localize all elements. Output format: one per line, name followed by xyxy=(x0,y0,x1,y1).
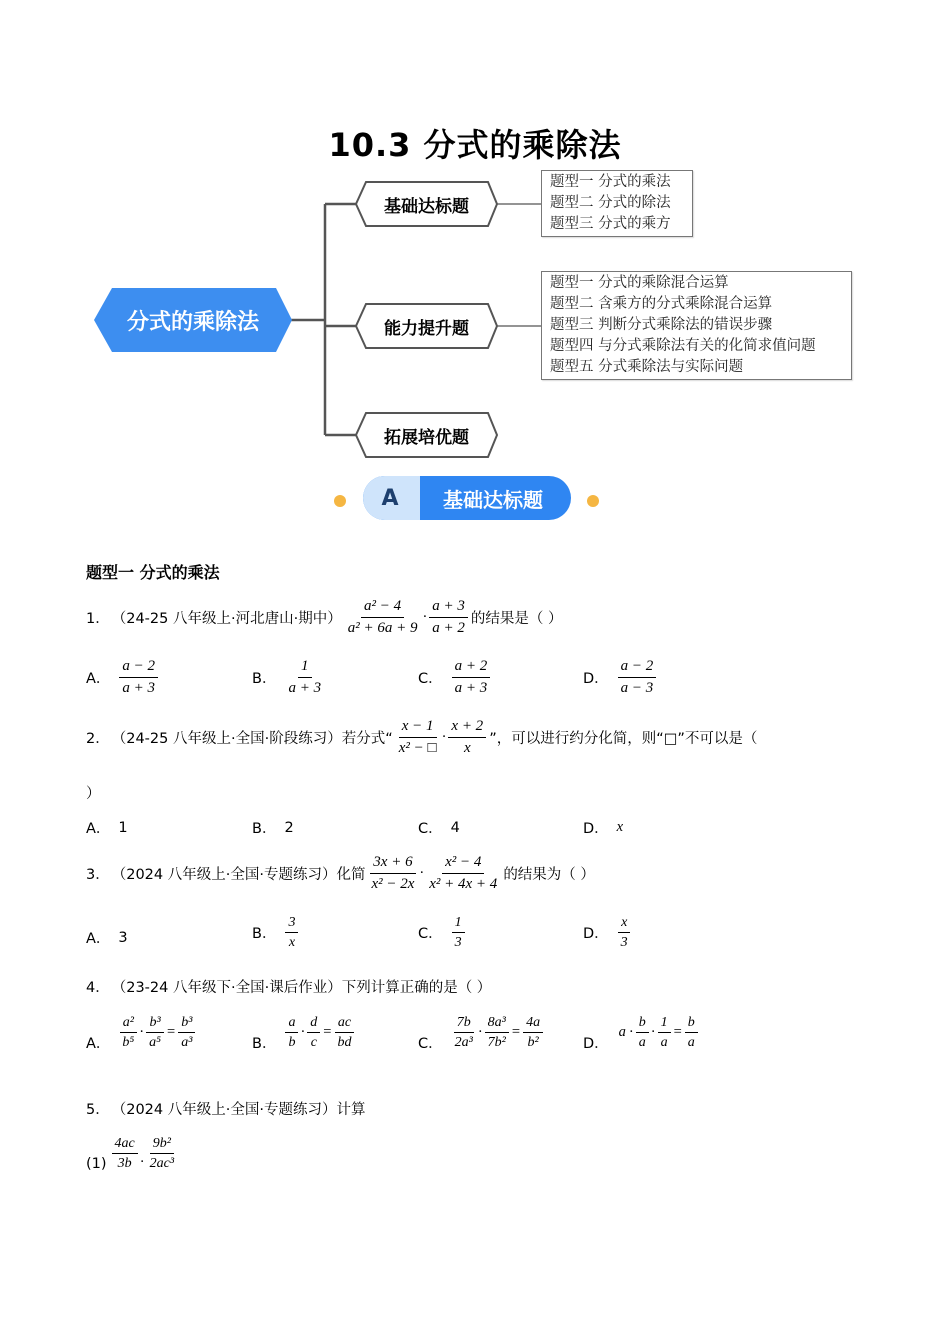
numerator: 8a³ xyxy=(485,1014,509,1033)
option-2c xyxy=(418,817,460,838)
option-label: D． xyxy=(583,926,609,942)
option-3c xyxy=(418,914,466,951)
denominator: a⁵ xyxy=(149,1035,162,1050)
option-label: D． xyxy=(583,1036,609,1052)
option-4b: B． $\frac{a}{b}$ · $\frac{d}{c}$ = $\frac{ac}{bd}$ xyxy=(252,1012,355,1053)
option-3b xyxy=(252,914,299,951)
question-number: 3． xyxy=(86,867,110,883)
denominator: a³ xyxy=(181,1035,193,1050)
branch-label-ability: 能力提升题 xyxy=(384,318,469,339)
denominator: c xyxy=(310,1035,317,1050)
numerator: d xyxy=(307,1014,320,1033)
option-label: C． xyxy=(418,1036,443,1052)
fraction xyxy=(485,1014,509,1051)
numerator: ac xyxy=(335,1014,354,1033)
part-label: (1) xyxy=(86,1156,107,1172)
numerator: 7b xyxy=(454,1014,474,1033)
option-label: C． xyxy=(418,671,443,687)
option-4d: D． a · $\frac{b}{a}$ · $\frac{1}{a}$ = $\frac{b}{a}$ xyxy=(583,1012,699,1053)
type-item: 题型四 与分式乘除法有关的化简求值问题 xyxy=(550,338,816,354)
option-4c: C． $\frac{7b}{\text{2a³}}$ · $\frac{\text{8a³}}{\text{7b²}}$ = $\frac{4a}{\text{b²}}$ xyxy=(418,1012,544,1053)
question-3: 3． （2024 八年级上·全国·专题练习）化简 $\frac{3x + 6}{\text{x² − 2x}}$ · $\frac{\text{x² − 4}}{\text{x² + 4x + 4}}$ 的结果为（ ） xyxy=(86,854,595,892)
fraction xyxy=(618,914,631,951)
type-item: 题型三 判断分式乘除法的错误步骤 xyxy=(550,317,773,333)
denominator: b xyxy=(288,1035,296,1050)
section-title: 题型一 分式的乘法 xyxy=(86,563,220,582)
fraction xyxy=(285,914,298,951)
question-2: 2． （24-25 八年级上·全国·阶段练习）若分式“ $\frac{x - 1}{\text{x² − □}}$ · $\frac{x + 2}{x}$ ”，可以进行约分化简，则“□”不可以是（ xyxy=(86,718,758,756)
denominator: a xyxy=(638,1035,646,1050)
option-label: D． xyxy=(583,671,609,687)
numerator: 9b² xyxy=(150,1135,174,1154)
numerator: 1 xyxy=(658,1014,671,1033)
fraction xyxy=(618,657,657,698)
question-tail: 的结果为（ ） xyxy=(503,867,595,883)
fraction xyxy=(448,717,486,758)
question-1: 1． （24-25 八年级上·河北唐山·期中） $\frac{\text{a² − 4}}{\text{a² + 6a + 9}}$ · $\frac{a + 3}{a + 2}$ 的结果是（ ） xyxy=(86,598,563,636)
numerator: 4a xyxy=(523,1014,543,1033)
option-3a xyxy=(86,927,128,948)
numerator: 1 xyxy=(298,657,312,678)
basic-types-box xyxy=(541,170,693,237)
numerator: b xyxy=(636,1014,649,1033)
fraction xyxy=(112,1135,138,1172)
fraction xyxy=(452,1014,476,1051)
option-label: D． xyxy=(583,821,609,837)
question-source: （24-25 八年级上·全国·阶段练习）若分式“ xyxy=(111,731,393,747)
denominator: b⁵ xyxy=(122,1035,135,1050)
fraction xyxy=(685,1014,698,1051)
numerator: b³ xyxy=(146,1014,163,1033)
type-item: 题型二 含乘方的分式乘除混合运算 xyxy=(550,296,773,312)
fraction xyxy=(658,1014,671,1051)
option-4a: A． $\frac{\text{a²}}{\text{b⁵}}$ · $\frac{\text{b³}}{\text{a⁵}}$ = $\frac{\text{b³}}{\text{a³}}$ xyxy=(86,1012,196,1053)
question-number: 1． xyxy=(86,611,110,627)
math-term: a xyxy=(618,1024,626,1040)
option-text: 3 xyxy=(118,929,128,946)
numerator: a² − 4 xyxy=(361,597,404,618)
denominator: x² − □ xyxy=(398,740,437,756)
numerator: b xyxy=(685,1014,698,1033)
option-label: B． xyxy=(252,821,277,837)
option-label: B． xyxy=(252,671,277,687)
branch-label-extend: 拓展培优题 xyxy=(384,427,469,448)
fraction xyxy=(334,1014,354,1051)
numerator: b³ xyxy=(178,1014,195,1033)
numerator: a + 2 xyxy=(452,657,491,678)
numerator: 3 xyxy=(285,914,298,933)
option-text: x xyxy=(616,819,624,835)
numerator: a + 3 xyxy=(429,597,468,618)
question-5 xyxy=(86,1098,367,1119)
fraction xyxy=(636,1014,649,1051)
denominator: x xyxy=(463,740,471,756)
denominator: 2a³ xyxy=(454,1035,473,1050)
option-label: B． xyxy=(252,926,277,942)
denominator: x xyxy=(288,935,296,950)
option-label: A． xyxy=(86,671,111,687)
numerator: a − 2 xyxy=(119,657,158,678)
numerator: a xyxy=(285,1014,298,1033)
question-4 xyxy=(86,976,493,997)
option-text: 2 xyxy=(284,819,294,836)
fraction xyxy=(452,657,491,698)
branch-label-basic: 基础达标题 xyxy=(384,196,469,217)
denominator: a + 3 xyxy=(454,680,488,696)
option-text: 1 xyxy=(118,819,128,836)
denominator: x² − 2x xyxy=(371,876,415,892)
numerator: 3x + 6 xyxy=(370,853,415,874)
option-1c xyxy=(418,657,491,698)
denominator: a − 3 xyxy=(620,680,654,696)
fraction xyxy=(147,1135,177,1172)
fraction xyxy=(119,657,158,698)
fraction xyxy=(285,1014,298,1051)
fraction xyxy=(396,717,440,758)
question-tail: 的结果是（ ） xyxy=(470,611,563,627)
question-source: （23-24 八年级下·全国·课后作业）下列计算正确的是（ ） xyxy=(111,980,492,996)
numerator: a² xyxy=(120,1014,137,1033)
option-label: A． xyxy=(86,1036,111,1052)
option-1b xyxy=(252,657,325,698)
fraction xyxy=(426,853,500,894)
option-1d xyxy=(583,657,657,698)
numerator: 4ac xyxy=(112,1135,138,1154)
question-source: （24-25 八年级上·河北唐山·期中） xyxy=(111,611,342,627)
denominator: b² xyxy=(527,1035,539,1050)
option-label: C． xyxy=(418,926,443,942)
type-item: 题型二 分式的除法 xyxy=(550,195,671,211)
denominator: 3 xyxy=(620,935,628,950)
type-item: 题型一 分式的乘法 xyxy=(550,174,671,190)
option-1a xyxy=(86,657,159,698)
option-label: A． xyxy=(86,821,111,837)
fraction xyxy=(345,597,421,638)
fraction xyxy=(523,1014,543,1051)
denominator: a xyxy=(660,1035,668,1050)
type-item: 题型一 分式的乘除混合运算 xyxy=(550,275,729,291)
question-number: 5． xyxy=(86,1102,110,1118)
option-label: C． xyxy=(418,821,443,837)
option-text: 4 xyxy=(450,819,460,836)
option-2b xyxy=(252,817,294,838)
fraction xyxy=(452,914,465,951)
option-2d xyxy=(583,817,623,838)
fraction xyxy=(429,597,468,638)
option-3d xyxy=(583,914,632,951)
fraction xyxy=(285,657,324,698)
banner-letter: A xyxy=(381,485,399,511)
question-source: （2024 八年级上·全国·专题练习）计算 xyxy=(111,1102,366,1118)
type-item: 题型五 分式乘除法与实际问题 xyxy=(550,359,744,375)
denominator: a + 3 xyxy=(122,680,156,696)
option-label: B． xyxy=(252,1036,277,1052)
denominator: 3b xyxy=(117,1155,132,1171)
fraction xyxy=(146,1014,164,1051)
denominator: a + 3 xyxy=(288,680,322,696)
question-source: （2024 八年级上·全国·专题练习）化简 xyxy=(111,867,366,883)
numerator: x xyxy=(618,914,630,933)
question-2-tail2: ） xyxy=(86,786,101,802)
denominator: x² + 4x + 4 xyxy=(429,876,498,892)
numerator: a − 2 xyxy=(618,657,657,678)
numerator: x² − 4 xyxy=(442,853,484,874)
denominator: 3 xyxy=(454,935,462,950)
fraction xyxy=(368,853,417,894)
denominator: bd xyxy=(337,1035,352,1050)
page-title: 10.3 分式的乘除法 xyxy=(328,126,622,164)
denominator: a + 2 xyxy=(432,620,465,636)
numerator: x + 2 xyxy=(448,717,486,738)
question-5-part-1: (1) $\frac{4ac}{3b}$ · $\frac{\text{9b²}}{\text{2ac³}}$ xyxy=(86,1134,178,1172)
numerator: x − 1 xyxy=(399,717,437,738)
question-number: 4． xyxy=(86,980,110,996)
banner-title: 基础达标题 xyxy=(443,487,543,512)
question-tail: ”，可以进行约分化简，则“□”不可以是（ xyxy=(489,731,758,747)
denominator: 2ac³ xyxy=(149,1155,175,1171)
question-number: 2． xyxy=(86,731,110,747)
fraction xyxy=(178,1014,195,1051)
option-2a xyxy=(86,817,128,838)
fraction xyxy=(307,1014,320,1051)
denominator: a xyxy=(687,1035,695,1050)
numerator: 1 xyxy=(452,914,465,933)
fraction xyxy=(119,1014,137,1051)
type-item: 题型三 分式的乘方 xyxy=(550,216,671,232)
option-label: A． xyxy=(86,931,111,947)
ability-types-box xyxy=(541,271,852,380)
mindmap-connectors xyxy=(0,0,950,480)
root-node-label: 分式的乘除法 xyxy=(126,309,259,335)
denominator: a² + 6a + 9 xyxy=(347,620,418,636)
denominator: 7b² xyxy=(487,1035,506,1050)
